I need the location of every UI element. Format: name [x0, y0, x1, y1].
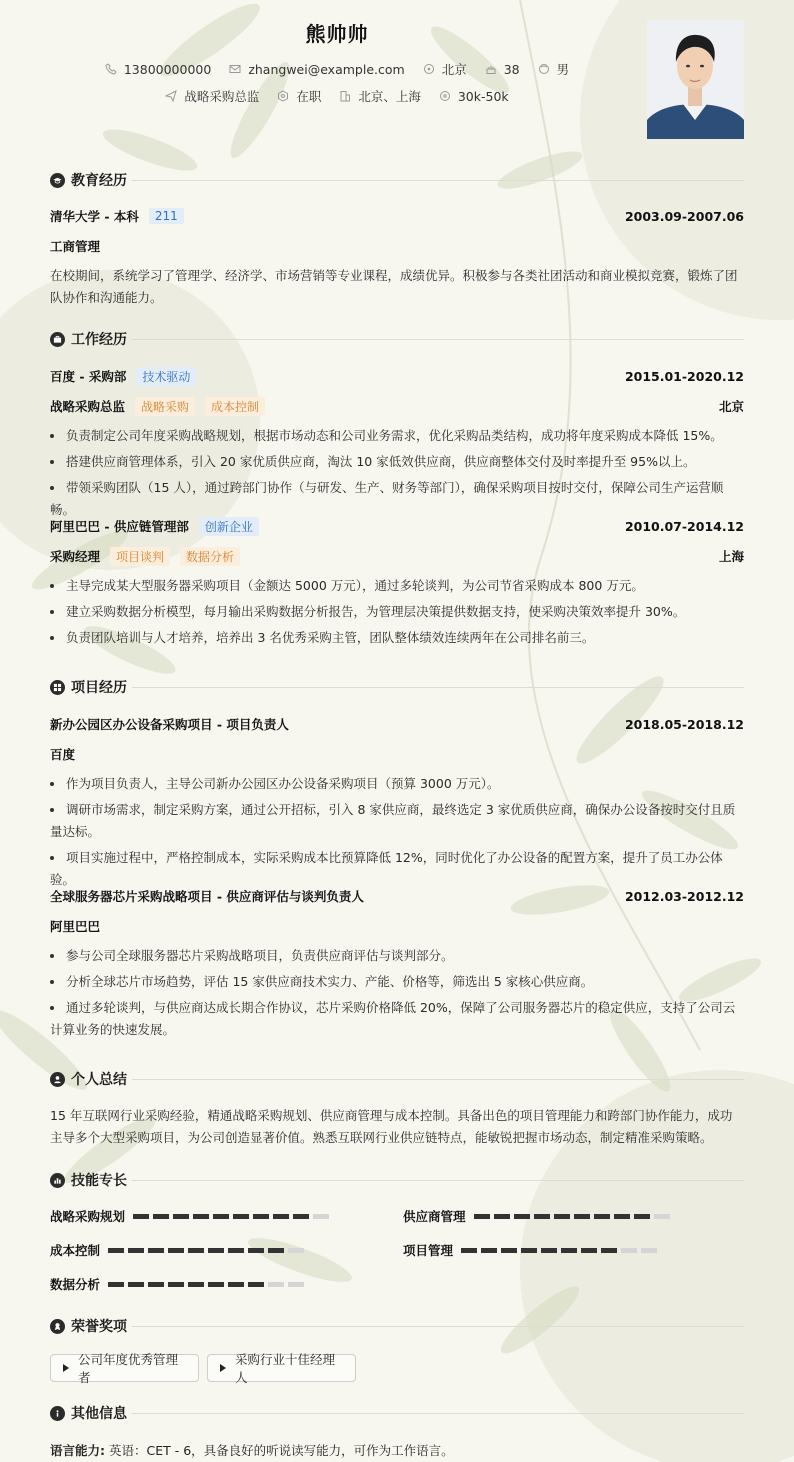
school-tag: 211 — [149, 208, 184, 224]
company-tag: 技术驱动 — [136, 367, 196, 386]
skill-level-segment — [288, 1248, 304, 1253]
skill-level-segment — [273, 1214, 289, 1219]
summary-section — [50, 1069, 744, 1154]
candidate-name: 熊帅帅 — [305, 22, 369, 46]
skill-level-segment — [561, 1248, 577, 1253]
school-name: 清华大学 - 本科 — [50, 209, 139, 224]
project-company: 百度 — [50, 747, 76, 762]
skill-level-segment — [173, 1214, 189, 1219]
skill-item — [50, 1274, 304, 1294]
skill-level-bar — [133, 1214, 329, 1219]
project-name-row — [50, 714, 744, 734]
target-city-info — [339, 87, 421, 105]
company-name: 百度 - 采购部 — [50, 369, 127, 384]
skill-level-segment — [128, 1248, 144, 1253]
skill-level-segment — [621, 1248, 637, 1253]
project-company: 阿里巴巴 — [50, 919, 101, 934]
summary-title: 个人总结 — [71, 1072, 127, 1088]
language-text: 英语：CET - 6，具备良好的听说读写能力，可作为工作语言。 — [108, 1443, 454, 1458]
contact-row — [0, 60, 674, 78]
email-info — [229, 62, 404, 77]
section-divider — [132, 1180, 744, 1181]
gender-text: 男 — [556, 62, 570, 77]
list-item: 负责团队培训与人才培养，培养出 3 名优秀采购主管，团队整体绩效连续两年在公司排名前三。 — [50, 627, 744, 649]
skill-item — [50, 1240, 304, 1260]
honor-badge: 采购行业十佳经理人 — [207, 1354, 356, 1382]
role-name: 采购经理 — [50, 549, 101, 564]
skill-level-segment — [534, 1214, 550, 1219]
skill-level-segment — [148, 1248, 164, 1253]
send-icon — [165, 90, 177, 102]
skill-level-segment — [233, 1214, 249, 1219]
skill-name: 项目管理 — [403, 1243, 454, 1258]
list-item: 带领采购团队（15 人），通过跨部门协作（与研发、生产、财务等部门），确保采购项目按时交付，保障公司生产运营顺畅。 — [50, 480, 724, 517]
skill-level-segment — [594, 1214, 610, 1219]
skill-level-segment — [554, 1214, 570, 1219]
skill-level-segment — [494, 1214, 510, 1219]
skill-name: 供应商管理 — [403, 1209, 466, 1224]
honors-list — [50, 1354, 744, 1384]
skill-item — [403, 1206, 670, 1226]
skill-level-segment — [188, 1282, 204, 1287]
section-divider — [132, 687, 744, 688]
honors-title: 荣誉奖项 — [71, 1319, 127, 1335]
user-icon — [50, 1072, 65, 1087]
skill-level-segment — [501, 1248, 517, 1253]
location-text: 北京 — [441, 62, 467, 77]
skill-level-segment — [148, 1282, 164, 1287]
skill-tag: 数据分析 — [180, 547, 240, 566]
skill-level-bar — [461, 1248, 657, 1253]
skill-level-segment — [108, 1282, 124, 1287]
list-item: 分析全球芯片市场趋势，评估 15 家供应商技术实力、产能、价格等，筛选出 5 家核心供应商。 — [50, 971, 744, 993]
project-company-row — [50, 744, 744, 764]
skill-name: 战略采购规划 — [50, 1209, 126, 1224]
skill-level-segment — [541, 1248, 557, 1253]
skill-level-bar — [108, 1248, 304, 1253]
section-divider — [132, 1326, 744, 1327]
language-row — [50, 1441, 744, 1459]
phone-icon — [105, 63, 117, 75]
location-info — [423, 60, 467, 78]
hexagon-icon — [277, 90, 289, 102]
work-item-company-row — [50, 516, 744, 536]
work-section — [50, 329, 744, 659]
skill-name: 数据分析 — [50, 1277, 101, 1292]
major-name: 工商管理 — [50, 239, 101, 254]
section-divider — [132, 180, 744, 181]
project-period: 2012.03-2012.12 — [624, 888, 744, 904]
work-bullets — [50, 425, 744, 525]
work-city: 上海 — [718, 549, 744, 564]
list-item: 搭建供应商管理体系，引入 20 家优质供应商，淘汰 10 家低效供应商，供应商整体交付及时率提升至 95%以上。 — [50, 451, 744, 473]
company-tag: 创新企业 — [199, 517, 259, 536]
skill-item — [50, 1206, 329, 1226]
mail-icon — [229, 63, 241, 75]
work-title: 工作经历 — [71, 332, 127, 348]
education-description: 在校期间，系统学习了管理学、经济学、市场营销等专业课程，成绩优异。积极参与各类社团活动和商业模拟竞赛，锻炼了团队协作和沟通能力。 — [50, 268, 738, 305]
skill-level-segment — [188, 1248, 204, 1253]
project-name-row — [50, 886, 744, 906]
skill-level-segment — [213, 1214, 229, 1219]
briefcase-icon — [50, 332, 65, 347]
list-item: 项目实施过程中，严格控制成本，实际采购成本比预算降低 12%，同时优化了办公设备的配置方案，提升了员工办公体验。 — [50, 850, 723, 887]
gender-icon — [538, 63, 550, 75]
skills-section — [50, 1170, 744, 1300]
coin-icon — [439, 90, 451, 102]
age-info — [485, 62, 520, 77]
skill-level-segment — [474, 1214, 490, 1219]
position-info — [165, 87, 259, 105]
skill-level-segment — [193, 1214, 209, 1219]
list-item: 作为项目负责人，主导公司新办公园区办公设备采购项目（预算 3000 万元）。 — [50, 773, 744, 795]
building-icon — [339, 90, 351, 102]
skill-level-segment — [208, 1282, 224, 1287]
section-divider — [132, 339, 744, 340]
phone-number[interactable]: 13800000000 — [123, 61, 212, 77]
work-item-role-row — [50, 396, 744, 416]
position-text: 战略采购总监 — [184, 89, 260, 104]
medal-icon — [50, 1319, 65, 1334]
skill-level-segment — [108, 1248, 124, 1253]
work-bullets — [50, 575, 744, 653]
list-item: 调研市场需求，制定采购方案，通过公开招标，引入 8 家供应商，最终选定 3 家优质供应商，确保办公设备按时交付且质量达标。 — [50, 802, 736, 839]
project-title: 项目经历 — [71, 680, 127, 696]
other-section — [50, 1403, 744, 1462]
list-item: 负责制定公司年度采购战略规划，根据市场动态和公司业务需求，优化采购品类结构，成功将年度采购成本降低 15%。 — [50, 425, 744, 447]
skill-level-segment — [268, 1248, 284, 1253]
skill-level-segment — [248, 1248, 264, 1253]
skill-level-segment — [641, 1248, 657, 1253]
age-text: 38 — [503, 61, 520, 77]
project-period: 2018.05-2018.12 — [624, 716, 744, 732]
skill-level-segment — [293, 1214, 309, 1219]
education-section — [50, 170, 744, 310]
skill-level-bar — [108, 1282, 304, 1287]
skill-level-segment — [634, 1214, 650, 1219]
section-divider — [132, 1413, 744, 1414]
project-name: 新办公园区办公设备采购项目 - 项目负责人 — [50, 717, 289, 732]
major-row — [50, 236, 744, 256]
list-item: 主导完成某大型服务器采购项目（金额达 5000 万元），通过多轮谈判，为公司节省采购成本 800 万元。 — [50, 575, 744, 597]
skill-level-segment — [228, 1282, 244, 1287]
skill-level-segment — [574, 1214, 590, 1219]
target-city-text: 北京、上海 — [358, 89, 421, 104]
skill-level-segment — [168, 1282, 184, 1287]
skill-level-segment — [461, 1248, 477, 1253]
salary-info — [439, 89, 509, 104]
skills-title: 技能专长 — [71, 1173, 127, 1189]
project-company-row — [50, 916, 744, 936]
honor-badge: 公司年度优秀管理者 — [50, 1354, 199, 1382]
skill-level-segment — [153, 1214, 169, 1219]
summary-text: 15 年互联网行业采购经验，精通战略采购规划、供应商管理与成本控制。具备出色的项目管理能力和跨部门协作能力，成功主导多个大型采购项目，为公司创造显著价值。熟悉互联网行业供应链特点，能敏锐把握市场动态，制定精准采购策略。 — [50, 1108, 733, 1145]
project-section — [50, 677, 744, 1047]
info-icon — [50, 1406, 65, 1421]
project-bullets — [50, 773, 744, 895]
work-city: 北京 — [718, 399, 744, 414]
skill-level-segment — [168, 1248, 184, 1253]
work-period: 2010.07-2014.12 — [624, 518, 744, 534]
education-title: 教育经历 — [71, 173, 127, 189]
education-period: 2003.09-2007.06 — [624, 208, 744, 224]
language-label: 语言能力: — [50, 1443, 105, 1458]
skill-level-segment — [268, 1282, 284, 1287]
skill-level-segment — [481, 1248, 497, 1253]
status-text: 在职 — [296, 89, 322, 104]
role-name: 战略采购总监 — [50, 399, 126, 414]
work-item-company-row — [50, 366, 744, 386]
play-icon — [220, 1364, 226, 1372]
phone-info — [105, 62, 211, 77]
skill-tag: 成本控制 — [205, 397, 265, 416]
education-row — [50, 206, 744, 226]
skill-level-segment — [313, 1214, 329, 1219]
job-intent-row — [0, 87, 674, 105]
email-address[interactable]: zhangwei@example.com — [248, 61, 405, 77]
skill-level-segment — [248, 1282, 264, 1287]
list-item: 通过多轮谈判，与供应商达成长期合作协议，芯片采购价格降低 20%，保障了公司服务器芯片的稳定供应，支持了公司云计算业务的快速发展。 — [50, 1000, 736, 1037]
skill-tag: 战略采购 — [135, 397, 195, 416]
play-icon — [63, 1364, 69, 1372]
honors-section — [50, 1316, 744, 1396]
skill-tag: 项目谈判 — [110, 547, 170, 566]
skill-level-segment — [253, 1214, 269, 1219]
other-title: 其他信息 — [71, 1406, 127, 1422]
skill-level-segment — [514, 1214, 530, 1219]
skill-level-segment — [654, 1214, 670, 1219]
cake-icon — [485, 63, 497, 75]
skill-level-segment — [228, 1248, 244, 1253]
section-divider — [132, 1079, 744, 1080]
skill-level-segment — [128, 1282, 144, 1287]
list-item: 参与公司全球服务器芯片采购战略项目，负责供应商评估与谈判部分。 — [50, 945, 744, 967]
status-info — [277, 87, 321, 105]
skill-level-segment — [601, 1248, 617, 1253]
home-icon — [423, 63, 435, 75]
company-name: 阿里巴巴 - 供应链管理部 — [50, 519, 189, 534]
graduation-cap-icon — [50, 173, 65, 188]
work-period: 2015.01-2020.12 — [624, 368, 744, 384]
list-item: 建立采购数据分析模型，每月输出采购数据分析报告，为管理层决策提供数据支持，使采购决策效率提升 30%。 — [50, 601, 744, 623]
gender-info — [538, 60, 570, 78]
skill-level-segment — [288, 1282, 304, 1287]
skill-item — [403, 1240, 657, 1260]
grid-icon — [50, 680, 65, 695]
skill-level-segment — [614, 1214, 630, 1219]
skill-level-bar — [474, 1214, 670, 1219]
skill-level-segment — [133, 1214, 149, 1219]
project-bullets — [50, 945, 744, 1045]
work-item-role-row — [50, 546, 744, 566]
skill-level-segment — [521, 1248, 537, 1253]
skill-level-segment — [208, 1248, 224, 1253]
project-name: 全球服务器芯片采购战略项目 - 供应商评估与谈判负责人 — [50, 889, 364, 904]
avatar-photo — [647, 20, 744, 139]
bar-chart-icon — [50, 1173, 65, 1188]
skill-level-segment — [581, 1248, 597, 1253]
salary-text: 30k-50k — [457, 88, 509, 104]
skill-name: 成本控制 — [50, 1243, 101, 1258]
